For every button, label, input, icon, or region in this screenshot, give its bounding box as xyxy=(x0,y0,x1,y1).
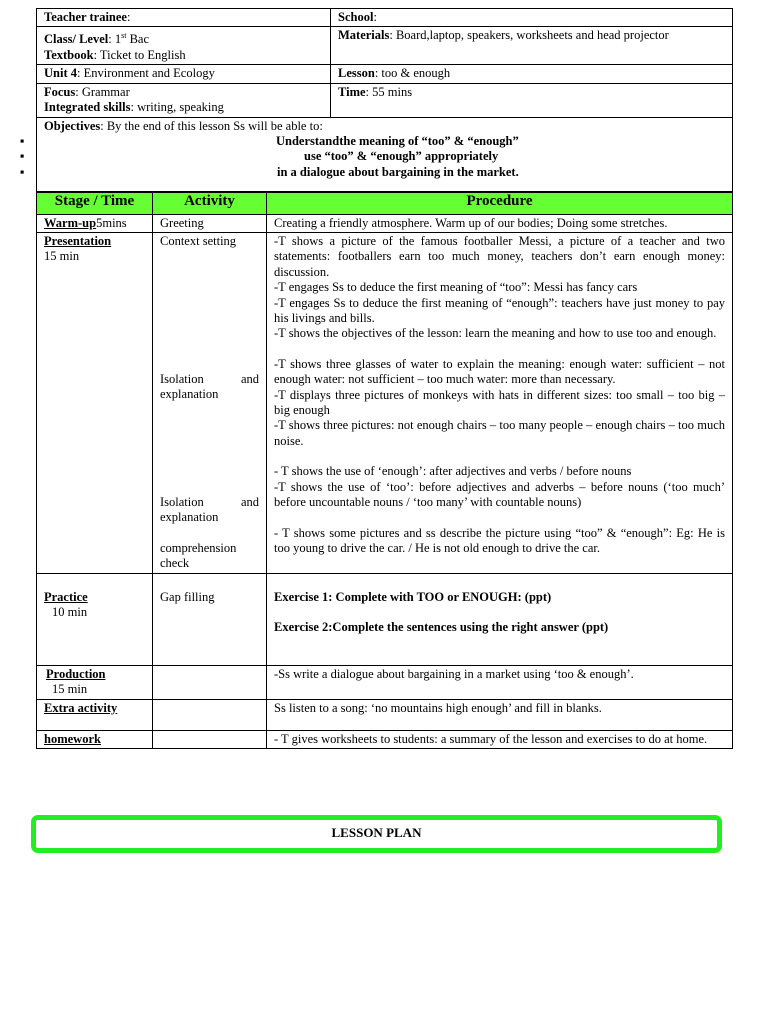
skills-label: Integrated skills xyxy=(44,100,131,115)
objective-item xyxy=(44,165,725,180)
school-cell xyxy=(331,9,733,27)
activity-isolation-explanation: Isolation and explanation xyxy=(160,495,259,525)
stage-time: 10 min xyxy=(52,605,88,620)
time-cell xyxy=(331,83,733,117)
stage-cell xyxy=(37,573,153,665)
procedure-line: -T displays three pictures of monkeys with hats in different sizes: too small – too big – big enough xyxy=(274,387,725,418)
stage-time: 15 min xyxy=(44,249,80,264)
column-header-procedure: Procedure xyxy=(267,192,733,214)
materials-value: : Board,laptop, speakers, worksheets and head projector xyxy=(389,28,669,43)
lesson-value: : too & enough xyxy=(374,66,451,81)
skills-value: : writing, speaking xyxy=(130,100,224,115)
procedure-line: -T engages Ss to deduce the first meaning of “enough”: teachers have just money to pay his livings and bills. xyxy=(274,295,725,326)
stage-time: 5mins xyxy=(96,215,127,230)
class-level-value-sup: st xyxy=(121,31,127,41)
banner-title: LESSON PLAN xyxy=(331,825,422,840)
objectives-label: Objectives xyxy=(44,118,101,133)
stage-cell xyxy=(37,233,153,574)
focus-value: : Grammar xyxy=(75,84,130,99)
procedure-table xyxy=(36,192,733,749)
unit-value: : Environment and Ecology xyxy=(77,66,215,81)
procedure-line: -T shows three glasses of water to explain the meaning: enough water: sufficient – not enough water: not sufficient – too much water: more than necessary. xyxy=(274,356,725,387)
objective-text: in a dialogue about bargaining in the market. xyxy=(277,164,519,179)
procedure-cell: Ss listen to a song: ‘no mountains high enough’ and fill in blanks. xyxy=(267,699,733,730)
procedure-line: -T engages Ss to deduce the first meaning of “too”: Messi has fancy cars xyxy=(274,280,638,295)
stage-cell xyxy=(37,699,153,730)
procedure-cell: -Ss write a dialogue about bargaining in a market using ‘too & enough’. xyxy=(267,665,733,699)
unit-label: Unit 4 xyxy=(44,66,77,81)
exercise-2: Exercise 2:Complete the sentences using the right answer (ppt) xyxy=(274,620,609,635)
procedure-line: - T shows the use of ‘enough’: after adjectives and verbs / before nouns xyxy=(274,464,632,479)
stage-time: 15 min xyxy=(52,682,88,697)
table-row-warmup xyxy=(37,214,733,232)
activity-comprehension-check: comprehension check xyxy=(160,541,237,571)
lesson-plan-banner xyxy=(31,815,722,853)
stage-homework: homework xyxy=(44,731,101,746)
procedure-line: -T shows three pictures: not enough chairs – too many people – enough chairs – too much noise. xyxy=(274,418,725,448)
stage-cell xyxy=(37,214,153,232)
stage-extra-activity: Extra activity xyxy=(44,700,118,715)
teacher-trainee-colon: : xyxy=(126,10,131,24)
activity-cell: Gap filling xyxy=(153,573,267,665)
table-row-production xyxy=(37,665,733,699)
time-label: Time xyxy=(338,84,366,99)
textbook-value: : Ticket to English xyxy=(93,47,186,62)
activity-cell xyxy=(153,699,267,730)
table-row-practice xyxy=(37,573,733,665)
lesson-info-table xyxy=(36,8,733,192)
activity-cell xyxy=(153,730,267,748)
procedure-line: -T shows the use of ‘too’: before adjectives and adverbs – before nouns (‘too much’ before uncountable nouns / ‘too many’ with countable nouns) xyxy=(274,479,725,510)
materials-label: Materials xyxy=(338,28,390,43)
time-value: : 55 mins xyxy=(365,84,413,99)
unit-cell xyxy=(37,65,331,83)
lesson-label: Lesson xyxy=(338,66,375,81)
activity-isolation-explanation: Isolation and explanation xyxy=(160,372,259,402)
procedure-line: -T shows a picture of the famous footballer Messi, a picture of a teacher and two statements: footballers earn too much money, teachers don’t earn enough money: discussion. xyxy=(274,234,725,279)
stage-presentation: Presentation xyxy=(44,234,112,248)
lesson-cell xyxy=(331,65,733,83)
school-colon: : xyxy=(373,10,377,24)
objectives-list xyxy=(44,134,725,180)
school-label: School xyxy=(338,10,374,24)
objectives-cell xyxy=(37,117,733,191)
objective-text: use “too” & “enough” appropriately xyxy=(304,149,499,164)
procedure-cell xyxy=(267,573,733,665)
activity-cell xyxy=(153,665,267,699)
class-level-label: Class/ Level xyxy=(44,32,109,47)
activity-cell xyxy=(153,233,267,574)
objectives-intro: : By the end of this lesson Ss will be able to: xyxy=(100,118,323,133)
objective-item xyxy=(44,134,725,149)
class-textbook-cell xyxy=(37,27,331,65)
stage-warmup: Warm-up xyxy=(44,215,97,230)
exercise-1: Exercise 1: Complete with TOO or ENOUGH: (ppt) xyxy=(274,589,552,604)
class-level-value-pre: : 1 xyxy=(108,32,122,47)
focus-label: Focus xyxy=(44,84,76,99)
procedure-line: - T shows some pictures and ss describe the picture using “too” & “enough”: Eg: He is too young to drive the car. / He is not old enough to drive the car. xyxy=(274,525,725,555)
table-row-extra-activity xyxy=(37,699,733,730)
procedure-cell: - T gives worksheets to students: a summary of the lesson and exercises to do at home. xyxy=(267,730,733,748)
stage-production: Production xyxy=(46,666,106,681)
activity-cell: Greeting xyxy=(153,214,267,232)
table-row-presentation xyxy=(37,233,733,574)
procedure-cell: Creating a friendly atmosphere. Warm up of our bodies; Doing some stretches. xyxy=(267,214,733,232)
lesson-plan-document xyxy=(36,8,732,749)
textbook-label: Textbook xyxy=(44,47,94,62)
teacher-trainee-label: Teacher trainee xyxy=(44,10,127,24)
stage-cell xyxy=(37,730,153,748)
stage-practice: Practice xyxy=(44,589,88,604)
procedure-line: -T shows the objectives of the lesson: learn the meaning and how to use too and enough. xyxy=(274,326,717,341)
teacher-trainee-cell xyxy=(37,9,331,27)
stage-cell xyxy=(37,665,153,699)
objective-item xyxy=(44,149,725,164)
column-header-activity: Activity xyxy=(153,192,267,214)
materials-cell xyxy=(331,27,733,65)
focus-skills-cell xyxy=(37,83,331,117)
objective-text: Understandthe meaning of “too” & “enough” xyxy=(276,134,519,148)
class-level-value-post: Bac xyxy=(126,32,149,47)
activity-context-setting: Context setting xyxy=(160,234,237,248)
procedure-cell xyxy=(267,233,733,574)
table-row-homework xyxy=(37,730,733,748)
column-header-stage: Stage / Time xyxy=(37,192,153,214)
